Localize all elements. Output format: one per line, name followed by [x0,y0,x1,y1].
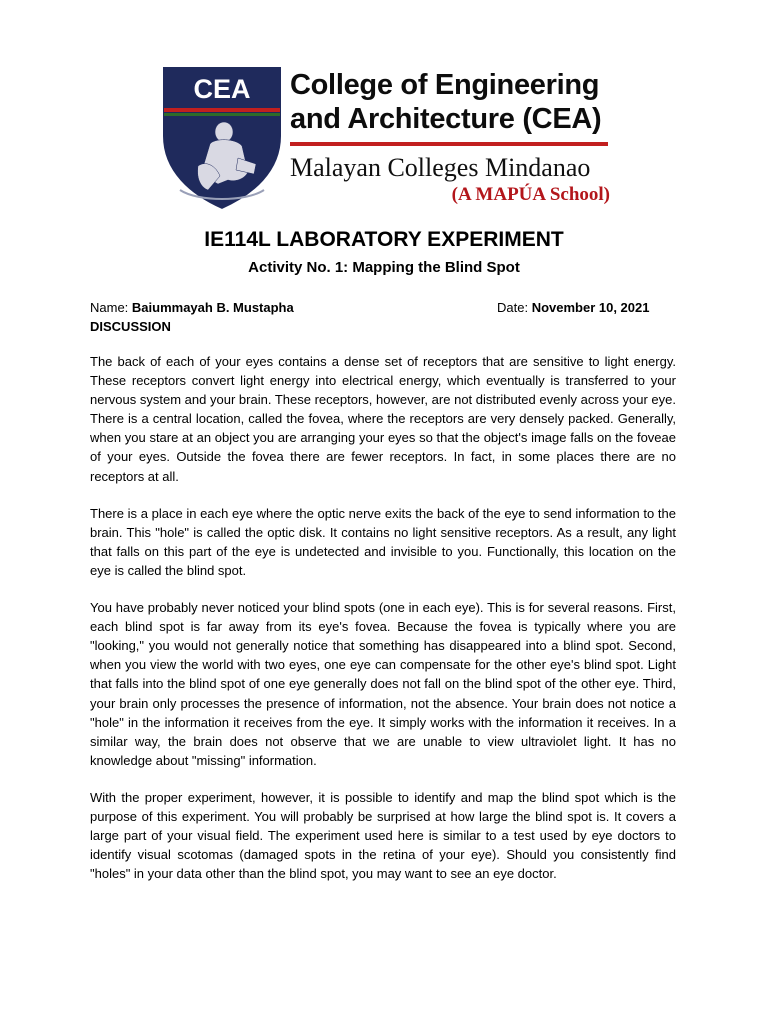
paragraph: There is a place in each eye where the optic nerve exits the back of the eye to send information to the brain. This "hole" is called the optic disk. It contains no light sensitive receptors. As a result, any light that falls on this part of the eye is undetected and invisible to you. Functionally, this location on the eye is called the blind spot. [90,505,676,578]
name-label: Name: [90,300,132,315]
college-name-line-2: and Architecture (CEA) [290,103,602,135]
discussion-body [90,352,676,901]
document-title: IE114L LABORATORY EXPERIMENT [204,228,564,251]
paragraph: With the proper experiment, however, it is possible to identify and map the blind spot which is the purpose of this experiment. You will probably be surprised at how large the blind spot is. It covers a large part of your visual field. The experiment used here is similar to a test used by eye doctors to identify visual scotomas (damaged spots in the retina of your eye). Should you consistently find "holes" in your data other than the blind spot, you may want to see an eye doctor. [90,789,676,882]
date-label: Date: [497,300,532,315]
date-value: November 10, 2021 [531,300,650,315]
activity-subtitle: Activity No. 1: Mapping the Blind Spot [248,259,520,276]
cea-shield-logo [158,62,286,212]
section-heading-row [90,317,680,336]
name-value: Baiummayah B. Mustapha [131,300,294,315]
school-tagline: (A MAPÚA School) [451,184,610,205]
student-meta [90,298,680,336]
college-name-line-1: College of Engineering [290,69,600,101]
school-name-block [290,68,620,207]
date-field [497,298,649,317]
header-divider [290,142,608,146]
institution-header [158,62,618,214]
name-date-row [90,298,680,317]
section-heading: DISCUSSION [90,319,171,334]
shield-text: CEA [193,74,251,104]
school-name: Malayan Colleges Mindanao [290,153,591,182]
paragraph: The back of each of your eyes contains a dense set of receptors that are sensitive to light energy. These receptors convert light energy into electrical energy, which eventually is transferred to your nervous system and your brain. These receptors, however, are not distributed evenly across your eye. There is a central location, called the fovea, where the receptors are very densely packed. Generally, when you stare at an object you are arranging your eyes so that the object's image falls on the foveae of your eyes. Outside the fovea there are fewer receptors. In fact, in some places there are no receptors at all. [90,354,676,484]
paragraph: You have probably never noticed your blind spots (one in each eye). This is for several reasons. First, each blind spot is far away from its eye's fovea. Because the fovea is typically where you are "looking," you would not generally notice that something has disappeared into a blind spot. Second, when you view the world with two eyes, one eye can compensate for the other eye's blind spot. Light that falls into the blind spot of one eye generally does not fall on the blind spot of the other eye. Third, your brain only processes the presence of information, not the absence. Your brain does not notice a "hole" in the information it receives from the eye. It simply works with the information it receives. In a similar way, the brain does not observe that we are unable to view ultraviolet light. It has no knowledge about "missing" information. [90,600,676,768]
